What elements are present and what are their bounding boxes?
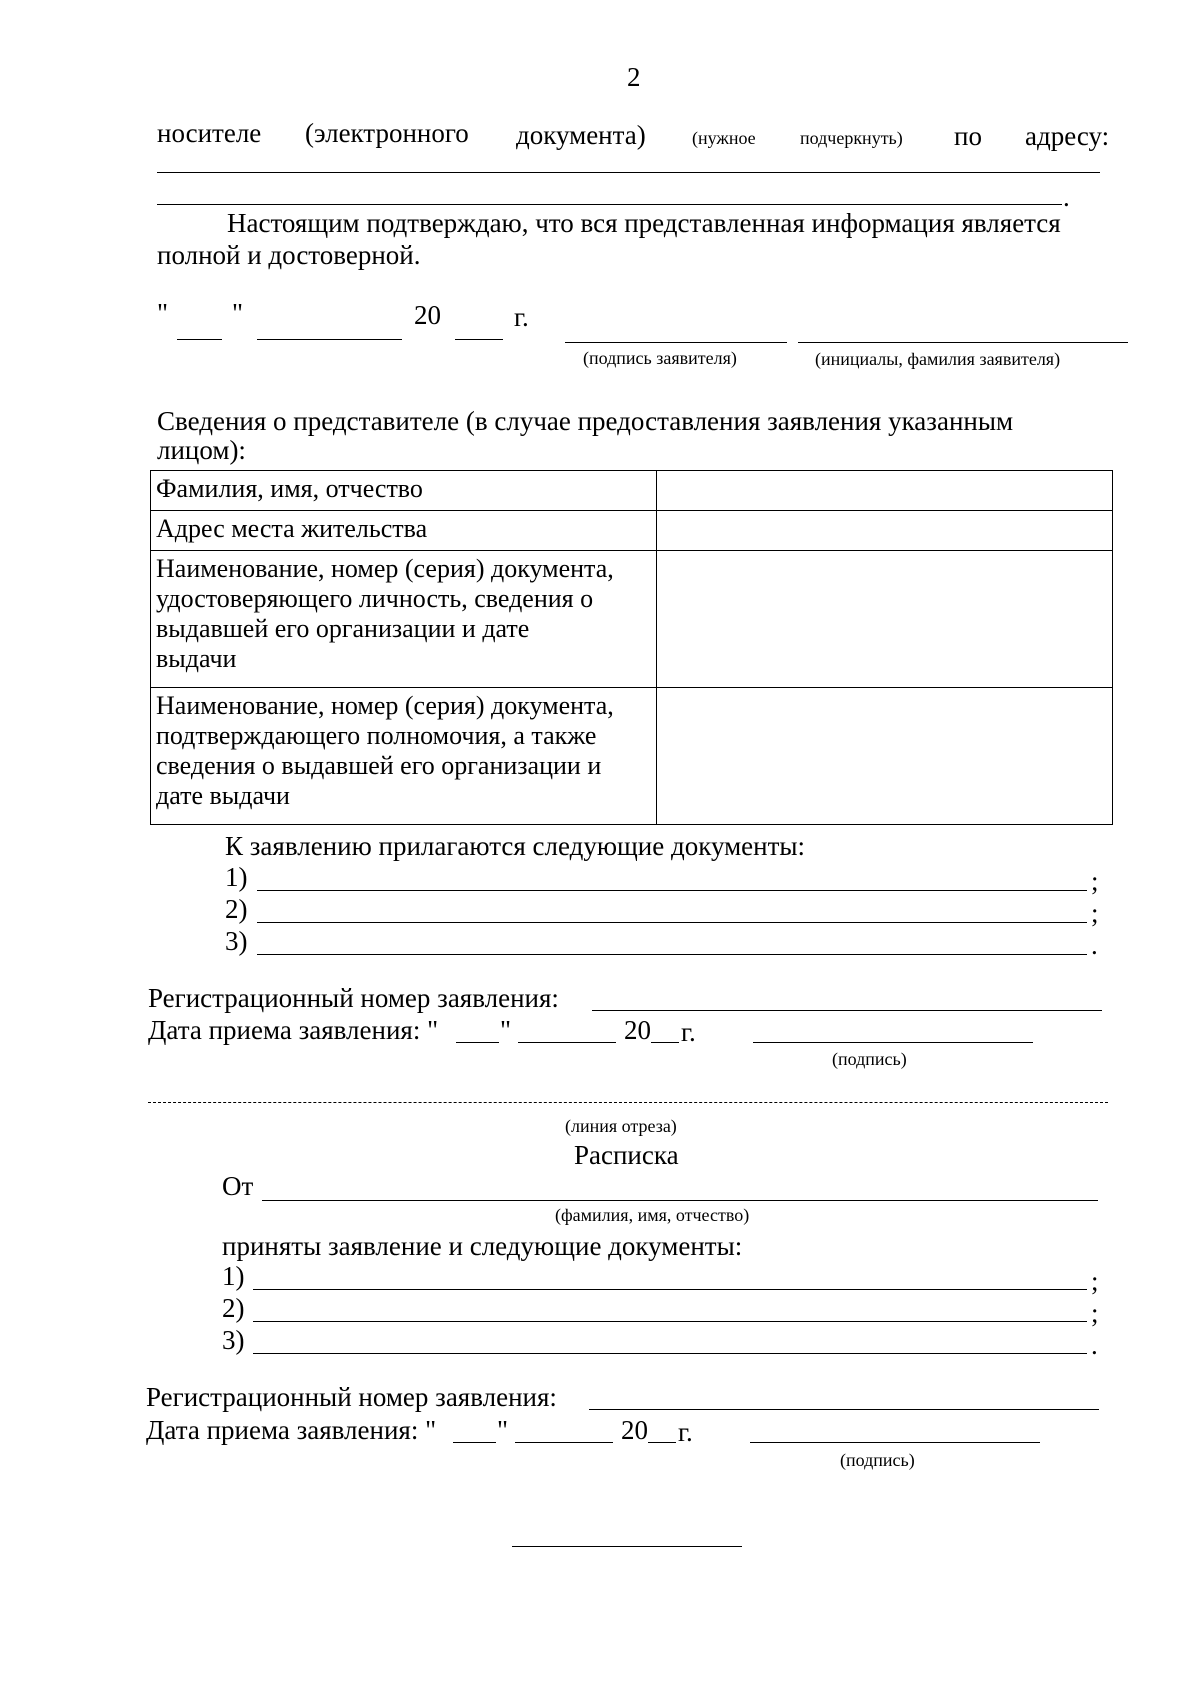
receipt-item-end: ; <box>1091 1298 1099 1328</box>
day-field[interactable] <box>456 1042 499 1043</box>
receipt-item-number: 2) <box>222 1293 245 1323</box>
intro-word: (электронного <box>305 118 469 148</box>
year-prefix: 20 <box>624 1015 651 1045</box>
quote-close: " <box>500 1015 512 1045</box>
receipt-line-3[interactable] <box>253 1353 1087 1354</box>
intro-word: адресу: <box>1025 121 1110 151</box>
year-field[interactable] <box>651 1042 679 1043</box>
signature-caption: (подпись) <box>832 1049 907 1069</box>
from-label: От <box>222 1171 254 1201</box>
receipt-item-number: 1) <box>222 1261 245 1291</box>
row-label: Наименование, номер (серия) документа, удостоверяющего личность, сведения о выдавшей его организации и дате выдачи <box>151 551 657 688</box>
attachment-number: 1) <box>225 862 248 892</box>
intro-word: документа) <box>516 120 646 150</box>
row-value-cell[interactable] <box>657 511 1113 551</box>
table-row <box>151 688 1113 825</box>
signature-field[interactable] <box>753 1042 1033 1043</box>
row-label: Фамилия, имя, отчество <box>151 471 657 511</box>
receipt-item-number: 3) <box>222 1325 245 1355</box>
receipt-line-2[interactable] <box>253 1321 1087 1322</box>
receipt-item-end: ; <box>1091 1266 1099 1296</box>
row-label: Адрес места жительства <box>151 511 657 551</box>
attachment-end: ; <box>1091 866 1099 896</box>
intro-word: носителе <box>157 118 262 148</box>
row-value-cell[interactable] <box>657 551 1113 688</box>
registration-label: Регистрационный номер заявления: <box>146 1382 557 1412</box>
name-caption: (инициалы, фамилия заявителя) <box>815 349 1061 369</box>
row-value-cell[interactable] <box>657 688 1113 825</box>
from-caption: (фамилия, имя, отчество) <box>555 1205 750 1225</box>
address-end-dot: . <box>1063 182 1070 212</box>
receipt-line-1[interactable] <box>253 1289 1087 1290</box>
attachment-line-1[interactable] <box>257 890 1087 891</box>
confirm-line-2: полной и достоверной. <box>157 240 421 270</box>
cut-line <box>148 1102 1108 1103</box>
table-row <box>151 551 1113 688</box>
intro-word: по <box>954 121 982 151</box>
receipt-item-end: . <box>1091 1330 1098 1360</box>
table-row <box>151 471 1113 511</box>
attachment-line-2[interactable] <box>257 922 1087 923</box>
year-prefix: 20 <box>414 300 441 330</box>
intro-word: (нужное <box>692 128 756 148</box>
signature-caption: (подпись заявителя) <box>583 348 737 368</box>
intro-word: подчеркнуть) <box>800 128 903 148</box>
attachment-end: ; <box>1091 898 1099 928</box>
day-field[interactable] <box>177 339 222 340</box>
registration-number-field[interactable] <box>589 1409 1099 1410</box>
month-field[interactable] <box>515 1442 613 1443</box>
accepted-text: приняты заявление и следующие документы: <box>222 1231 743 1261</box>
representative-heading-2: лицом): <box>157 435 246 465</box>
date-received-label: Дата приема заявления: " <box>146 1415 437 1445</box>
representative-heading-1: Сведения о представителе (в случае предоставления заявления указанным <box>157 406 1014 436</box>
date-quote-close: " <box>232 298 244 328</box>
applicant-name-field[interactable] <box>798 342 1128 343</box>
applicant-signature-field[interactable] <box>565 342 787 343</box>
month-field[interactable] <box>257 339 402 340</box>
year-suffix: г. <box>681 1017 696 1047</box>
signature-field[interactable] <box>750 1442 1040 1443</box>
year-field[interactable] <box>648 1442 676 1443</box>
confirm-line-1: Настоящим подтверждаю, что вся представленная информация является <box>227 208 1061 238</box>
attachments-title: К заявлению прилагаются следующие документы: <box>225 831 806 861</box>
registration-label: Регистрационный номер заявления: <box>148 983 559 1013</box>
from-field[interactable] <box>262 1200 1098 1201</box>
registration-number-field[interactable] <box>592 1010 1102 1011</box>
table-row <box>151 511 1113 551</box>
receipt-title: Расписка <box>574 1140 679 1170</box>
year-suffix: г. <box>514 302 529 332</box>
quote-close: " <box>497 1415 509 1445</box>
day-field[interactable] <box>453 1442 496 1443</box>
address-line-2[interactable] <box>157 204 1062 205</box>
address-line-1[interactable] <box>157 172 1100 173</box>
year-field[interactable] <box>455 339 503 340</box>
month-field[interactable] <box>518 1042 616 1043</box>
signature-caption: (подпись) <box>840 1450 915 1470</box>
representative-table <box>150 470 1113 825</box>
date-received-label: Дата приема заявления: " <box>148 1015 439 1045</box>
page-number: 2 <box>627 62 641 92</box>
attachment-number: 3) <box>225 926 248 956</box>
attachment-end: . <box>1091 930 1098 960</box>
year-suffix: г. <box>678 1417 693 1447</box>
row-value-cell[interactable] <box>657 471 1113 511</box>
year-prefix: 20 <box>621 1415 648 1445</box>
attachment-number: 2) <box>225 894 248 924</box>
row-label: Наименование, номер (серия) документа, подтверждающего полномочия, а также сведения о выдавшей его организации и дате выдачи <box>151 688 657 825</box>
attachment-line-3[interactable] <box>257 954 1087 955</box>
closing-separator <box>512 1546 742 1547</box>
date-quote-open: " <box>157 298 169 328</box>
cut-line-caption: (линия отреза) <box>565 1116 677 1136</box>
